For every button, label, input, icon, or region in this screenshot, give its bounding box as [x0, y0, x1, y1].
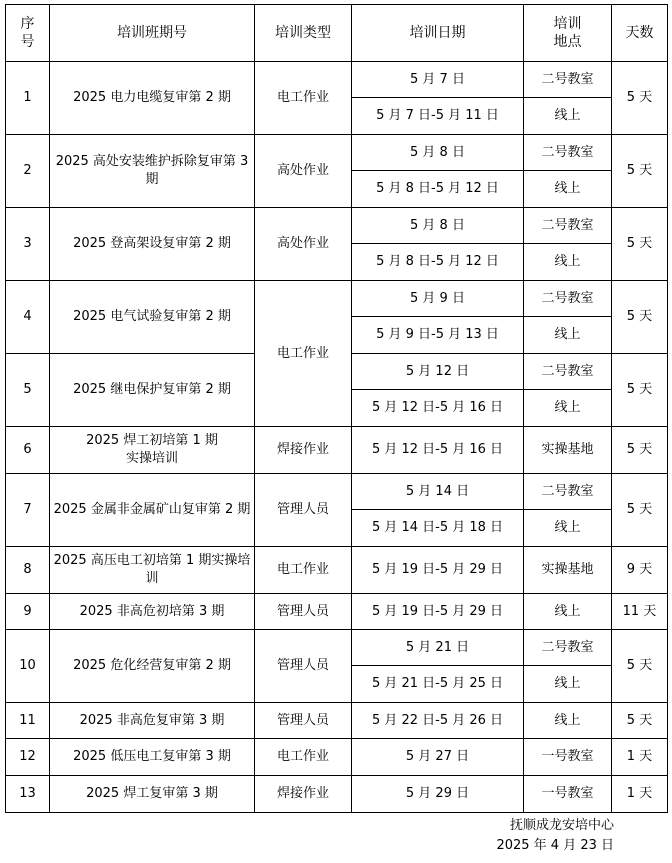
- table-row: [6, 474, 668, 510]
- table-row: [6, 208, 668, 244]
- training-date: 5 月 21 日: [352, 630, 524, 666]
- table-row: [6, 281, 668, 317]
- training-location: 二号教室: [524, 630, 612, 666]
- header-training-type: 培训类型: [255, 5, 352, 62]
- training-location: 实操基地: [524, 547, 612, 594]
- class-name: 2025 焊工初培第 1 期 实操培训: [50, 427, 255, 474]
- training-schedule-table: [5, 4, 668, 813]
- training-date: 5 月 21 日-5 月 25 日: [352, 666, 524, 703]
- training-type: 高处作业: [255, 208, 352, 281]
- row-no: 11: [6, 703, 50, 739]
- row-no: 12: [6, 739, 50, 776]
- row-no: 9: [6, 594, 50, 630]
- training-type: 电工作业: [255, 739, 352, 776]
- table-row: [6, 594, 668, 630]
- training-date: 5 月 12 日-5 月 16 日: [352, 390, 524, 427]
- training-type: 电工作业: [255, 547, 352, 594]
- training-date: 5 月 14 日: [352, 474, 524, 510]
- training-type: 管理人员: [255, 474, 352, 547]
- training-location: 二号教室: [524, 135, 612, 171]
- training-days: 5 天: [612, 62, 668, 135]
- table-row: [6, 739, 668, 776]
- training-location: 二号教室: [524, 354, 612, 390]
- training-location: 线上: [524, 244, 612, 281]
- training-days: 5 天: [612, 354, 668, 427]
- class-name: 2025 非高危复审第 3 期: [50, 703, 255, 739]
- training-days: 5 天: [612, 281, 668, 354]
- class-name: 2025 登高架设复审第 2 期: [50, 208, 255, 281]
- training-location: 二号教室: [524, 281, 612, 317]
- training-location: 实操基地: [524, 427, 612, 474]
- training-date: 5 月 8 日: [352, 135, 524, 171]
- row-no: 2: [6, 135, 50, 208]
- header-no: 序 号: [6, 5, 50, 62]
- training-location: 线上: [524, 317, 612, 354]
- row-no: 5: [6, 354, 50, 427]
- table-row: [6, 630, 668, 666]
- training-date: 5 月 8 日-5 月 12 日: [352, 244, 524, 281]
- row-no: 4: [6, 281, 50, 354]
- training-location: 二号教室: [524, 62, 612, 98]
- training-date: 5 月 19 日-5 月 29 日: [352, 594, 524, 630]
- training-date: 5 月 12 日-5 月 16 日: [352, 427, 524, 474]
- training-location: 线上: [524, 703, 612, 739]
- header-class-name: 培训班期号: [50, 5, 255, 62]
- training-type: 焊接作业: [255, 776, 352, 813]
- table-row: [6, 427, 668, 474]
- training-type: 焊接作业: [255, 427, 352, 474]
- training-location: 一号教室: [524, 739, 612, 776]
- class-name: 2025 高处安装维护拆除复审第 3 期: [50, 135, 255, 208]
- row-no: 1: [6, 62, 50, 135]
- training-date: 5 月 14 日-5 月 18 日: [352, 510, 524, 547]
- training-days: 5 天: [612, 703, 668, 739]
- header-training-date: 培训日期: [352, 5, 524, 62]
- row-no: 3: [6, 208, 50, 281]
- training-days: 11 天: [612, 594, 668, 630]
- table-row: [6, 776, 668, 813]
- training-location: 线上: [524, 390, 612, 427]
- row-no: 13: [6, 776, 50, 813]
- training-type: 管理人员: [255, 630, 352, 703]
- training-date: 5 月 9 日-5 月 13 日: [352, 317, 524, 354]
- class-name: 2025 焊工复审第 3 期: [50, 776, 255, 813]
- training-days: 9 天: [612, 547, 668, 594]
- training-location: 一号教室: [524, 776, 612, 813]
- training-days: 5 天: [612, 474, 668, 547]
- class-name: 2025 电气试验复审第 2 期: [50, 281, 255, 354]
- training-location: 二号教室: [524, 208, 612, 244]
- training-location: 线上: [524, 171, 612, 208]
- training-type: 管理人员: [255, 703, 352, 739]
- training-date: 5 月 12 日: [352, 354, 524, 390]
- training-location: 线上: [524, 666, 612, 703]
- training-location: 二号教室: [524, 474, 612, 510]
- training-date: 5 月 19 日-5 月 29 日: [352, 547, 524, 594]
- header-days: 天数: [612, 5, 668, 62]
- training-type: 电工作业: [255, 281, 352, 427]
- training-date: 5 月 27 日: [352, 739, 524, 776]
- class-name: 2025 低压电工复审第 3 期: [50, 739, 255, 776]
- table-row: [6, 62, 668, 98]
- training-date: 5 月 9 日: [352, 281, 524, 317]
- training-date: 5 月 22 日-5 月 26 日: [352, 703, 524, 739]
- training-days: 1 天: [612, 739, 668, 776]
- row-no: 7: [6, 474, 50, 547]
- table-header-row: [6, 5, 668, 62]
- training-date: 5 月 7 日: [352, 62, 524, 98]
- training-date: 5 月 7 日-5 月 11 日: [352, 98, 524, 135]
- training-date: 5 月 8 日: [352, 208, 524, 244]
- training-days: 5 天: [612, 427, 668, 474]
- training-days: 1 天: [612, 776, 668, 813]
- training-date: 5 月 8 日-5 月 12 日: [352, 171, 524, 208]
- class-name: 2025 危化经营复审第 2 期: [50, 630, 255, 703]
- training-type: 高处作业: [255, 135, 352, 208]
- header-location: 培训 地点: [524, 5, 612, 62]
- issue-date: 2025 年 4 月 23 日: [496, 838, 614, 853]
- training-days: 5 天: [612, 208, 668, 281]
- class-name: 2025 金属非金属矿山复审第 2 期: [50, 474, 255, 547]
- training-location: 线上: [524, 98, 612, 135]
- class-name: 2025 继电保护复审第 2 期: [50, 354, 255, 427]
- row-no: 10: [6, 630, 50, 703]
- training-date: 5 月 29 日: [352, 776, 524, 813]
- training-days: 5 天: [612, 630, 668, 703]
- training-type: 电工作业: [255, 62, 352, 135]
- row-no: 8: [6, 547, 50, 594]
- class-name: 2025 高压电工初培第 1 期实操培训: [50, 547, 255, 594]
- table-row: [6, 547, 668, 594]
- table-row: [6, 135, 668, 171]
- class-name: 2025 电力电缆复审第 2 期: [50, 62, 255, 135]
- training-days: 5 天: [612, 135, 668, 208]
- training-location: 线上: [524, 510, 612, 547]
- training-location: 线上: [524, 594, 612, 630]
- class-name: 2025 非高危初培第 3 期: [50, 594, 255, 630]
- issuing-organization: 抚顺成龙安培中心: [509, 818, 614, 833]
- training-type: 管理人员: [255, 594, 352, 630]
- row-no: 6: [6, 427, 50, 474]
- table-row: [6, 703, 668, 739]
